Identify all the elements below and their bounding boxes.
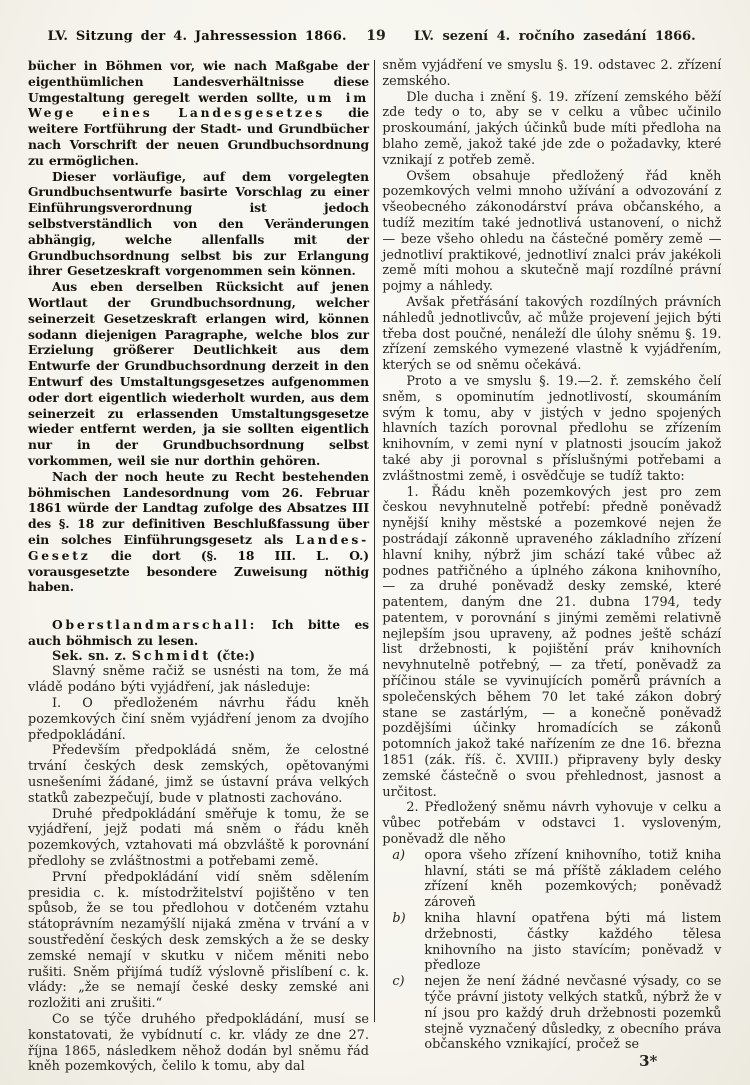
speaker-line-oberstlandmarschall — [28, 617, 369, 649]
list-marker: a) — [392, 847, 406, 863]
text-run: Proto a ve smyslu §. 19.—2. ř. zemského čelí sněm, s opominutím jednotlivostí, skoumáním svým k tomu, aby v jistých v jedno spojených hlavních tazích porovnal předlohu se zřízením knihovním, v zemi nyní v platnosti jsoucím jakož také aby ji porovnal s příslušnými potřebami a zvláštnostmi země, i osvědčuje se tudíž takto: — [382, 373, 722, 484]
czech-paragraph-6 — [28, 1012, 369, 1075]
czech-paragraph-11 — [382, 374, 721, 485]
text-columns — [0, 44, 750, 1075]
emphasized-text: um im Wege eines Landesgesetzes — [28, 89, 370, 121]
text-run: I. O předloženém návrhu řádu kněh pozemkových činí sněm vyjádření jenom za dvojího předpokládání. — [28, 696, 369, 743]
czech-paragraph-12 — [382, 485, 721, 801]
list-item-text — [424, 848, 721, 911]
czech-paragraph-13 — [382, 800, 721, 847]
emphasized-text: Landes-Gesetz — [28, 531, 369, 563]
text-run: Dieser vorläufige, auf dem vorgelegten Grundbuchsentwurfe basirte Vorschlag zu einer Einführungsverordnung ist jedoch selbstverständlich von den Veränderungen abhängig, welche allenfalls mit der Grundbuchsordnung selbst bis zur Erlangung ihrer Gesetzeskraft vorgenommen sein können. — [28, 168, 369, 279]
speaker-line-schmidt — [28, 649, 369, 665]
right-column — [375, 58, 721, 1075]
text-run: 3* — [639, 1052, 658, 1071]
text-run: Avšak přetřásání takových rozdílných právních náhledů jednotlivcův, ač může projevení jejich býti třeba dost poučné, nenáleží dle úlohy sněmu §. 19. zřízení zemského vymezené vlastně k vyjádřením, kterých se od sněmu očekává. — [382, 294, 722, 374]
text-run: Ich bitte es auch böhmisch zu lesen. — [28, 617, 369, 648]
list-item-a — [382, 848, 721, 911]
german-paragraph-1 — [28, 58, 369, 169]
page-header — [0, 0, 750, 44]
text-run: kniha hlavní opatřena býti má listem držebnosti, částky každého tělesa knihovního na jisto stavícím; poněvadž v předloze — [424, 911, 722, 974]
czech-paragraph-10 — [382, 295, 721, 374]
page-number: 19 — [366, 28, 386, 44]
czech-paragraph-4 — [28, 807, 369, 870]
text-run: 1. Řádu kněh pozemkových jest pro zem českou nevyhnutelně potřebí: předně poněvadž nynější knihy městské a pozemkové nejen že postrádají zákonně upraveného základního zřízení hlavní knihy, nýbrž jim schází také vůbec až podnes patřičného a úplného zákona knihovního, — za druhé poněvadž desky zemské, které patentem, daným dne 21. dubna 1794, tedy patentem, v porovnání s jinými zeměmi relativně nejlepším jsou upraveny, až podnes ještě schází list držebnosti, k pojištění práv knihovních nevyhnutelně potřebný, — za třetí, poněvadž za příčinou stále se vyvinujících poměrů právních a společenských během 70 let také zákon dobrý stane se zastárlým, — a konečně poněvadž pozdějšími účinky hromadících se zákonů potomních jakož také nařízením ze dne 16. března 1851 (zák. říš. č. XVIII.) připraveny byly desky zemské částečně o svou přehlednost, jasnost a určitost. — [382, 484, 722, 800]
text-run: Sek. sn. z. — [52, 648, 132, 664]
text-run: První předpokládání vidí sněm sdělením presidia c. k. místodržitelství pojištěno v ten spůsob, že se tou předlohou v dotčeném vztahu státoprávním nezamýšlí nijaká změna v trvání a v soustředění českých desk zemských a že se desky zemské nemají v skutku v ničem měniti nebo rušiti. Sněm přijímá tudíž výslovně přislíbení c. k. vlády: „že se nemají české desky zemské ani rozložiti ani zrušiti.“ — [28, 869, 369, 1012]
text-run: Druhé předpokládání směřuje k tomu, že se vyjádření, jejž podati má sněm o řádu kněh pozemkových, vztahovati má obzvláště k porovnání předlohy se zvláštnostmi a potřebami země. — [28, 806, 369, 870]
header-title-german: LV. Sitzung der 4. Jahressession 1866. — [47, 29, 347, 44]
emphasized-text: Oberstlandmarschall: — [52, 617, 258, 633]
czech-paragraph-8 — [382, 90, 721, 169]
emphasized-text: Schmidt — [131, 648, 211, 664]
text-run: Slavný sněme račiž se usnésti na tom, že má vládě podáno býti vyjádření, jak následuje: — [28, 664, 369, 696]
text-run: Dle ducha i znění §. 19. zřízení zemského běží zde tedy o to, aby se v celku a vůbec učinilo proskoumání, jakých účinků bude míti předloha na blaho země, jakož také jde zde o požadavky, které vznikají z potřeb země. — [382, 89, 722, 168]
text-run: sněm vyjádření ve smyslu §. 19. odstavec 2. zřízení zemského. — [382, 58, 722, 89]
text-run: opora všeho zřízení knihovního, totiž kniha hlavní, státi se má příště základem celého zřízení kněh pozemkových; poněvadž zároveň — [424, 847, 722, 911]
list-item-text — [424, 974, 721, 1053]
czech-paragraph-7 — [382, 58, 721, 90]
czech-paragraph-2 — [28, 696, 369, 743]
list-item-text — [424, 911, 721, 974]
text-run: 2. Předložený sněmu návrh vyhovuje v celku a vůbec potřebám v odstavci 1. vysloveným, poněvadž dle něho — [382, 800, 722, 848]
czech-paragraph-3 — [28, 743, 369, 806]
text-run: die dort (§. 18 III. L. O.) vorausgesetzte besondere Zuweisung nöthig haben. — [28, 547, 369, 595]
list-item-b — [382, 911, 721, 974]
text-run: Co se týče druhého předpokládání, musí se konstatovati, že vybídnutí c. kr. vlády ze dne 27. října 1865, následkem něhož dodán byl sněmu řád kněh pozemkových, čelilo k tomu, aby dal — [28, 1012, 369, 1075]
german-paragraph-3 — [28, 279, 369, 469]
german-paragraph-4 — [28, 469, 369, 595]
text-run: bücher in Böhmen vor, wie nach Maßgabe der eigenthümlichen Landesverhältnisse diese Umgestaltung geregelt werden sollte, — [28, 58, 369, 105]
list-marker: c) — [392, 974, 405, 990]
list-item-c — [382, 974, 721, 1053]
signature-mark — [382, 1054, 721, 1070]
czech-paragraph-5 — [28, 870, 369, 1012]
text-run: Především předpokládá sněm, že celostné trvání českých desk zemských, opětovanými usnešeními žádané, jimž se ústavní práva velkých statků zabezpečují, bude v platnosti zachováno. — [28, 743, 369, 806]
text-run: Aus eben derselben Rücksicht auf jenen Wortlaut der Grundbuchsordnung, welcher seinerzeit Gesetzeskraft erlangen wird, können sodann diejenigen Paragraphe, welche blos zur Erzielung größerer Deutlichkeit aus dem Entwurfe der Grundbuchsordnung derzeit in den Entwurf des Umstaltungsgesetzes aufgenommen oder dort eigentlich wiederholt wurden, aus dem seinerzeit zu erlassenden Umstaltungsgesetze wieder entfernt werden, ja sie sollten eigentlich nur in der Grundbuchsordnung selbst vorkommen, weil sie nur dorthin gehören. — [28, 279, 369, 468]
german-paragraph-2 — [28, 169, 369, 280]
czech-paragraph-9 — [382, 169, 721, 295]
list-marker: b) — [392, 911, 406, 927]
czech-paragraph-1 — [28, 664, 369, 696]
text-run: (čte:) — [210, 648, 256, 664]
text-run: Nach der noch heute zu Recht bestehenden böhmischen Landesordnung vom 26. Februar 1861 würde der Landtag zufolge des Absatzes III des §. 18 zur definitiven Beschlußfassung über ein solches Einführungsgesetz als — [28, 468, 369, 547]
header-title-czech: LV. sezení 4. ročního zasedání 1866. — [413, 29, 696, 44]
text-run: nejen že není žádné nevčasné výsady, co se týče právní jistoty velkých statků, nýbrž že v ní jsou pro každý druh držebnosti pozemků stejně vyznačený důsledky, z obecního práva občanského vznikající, pročež se — [424, 974, 722, 1053]
text-run: Ovšem obsahuje předložený řád kněh pozemkových velmi mnoho užívání a odvozování z všeobecného zákonodárství práva občanského, a tudíž mezitím také jednotlivá ustanovení, o nichž — beze všeho ohledu na částečné poměry země — jednotliví praktikové, jednotliví znalci práv jakékoli země míti mohou a skutečně mají rozdílné právní pojmy a náhledy. — [382, 168, 722, 295]
left-column — [28, 58, 374, 1075]
text-run: die weitere Fortführung der Stadt- und Grundbücher nach Vorschrift der neuen Grundbuchsordnung zu ermöglichen. — [28, 105, 369, 168]
